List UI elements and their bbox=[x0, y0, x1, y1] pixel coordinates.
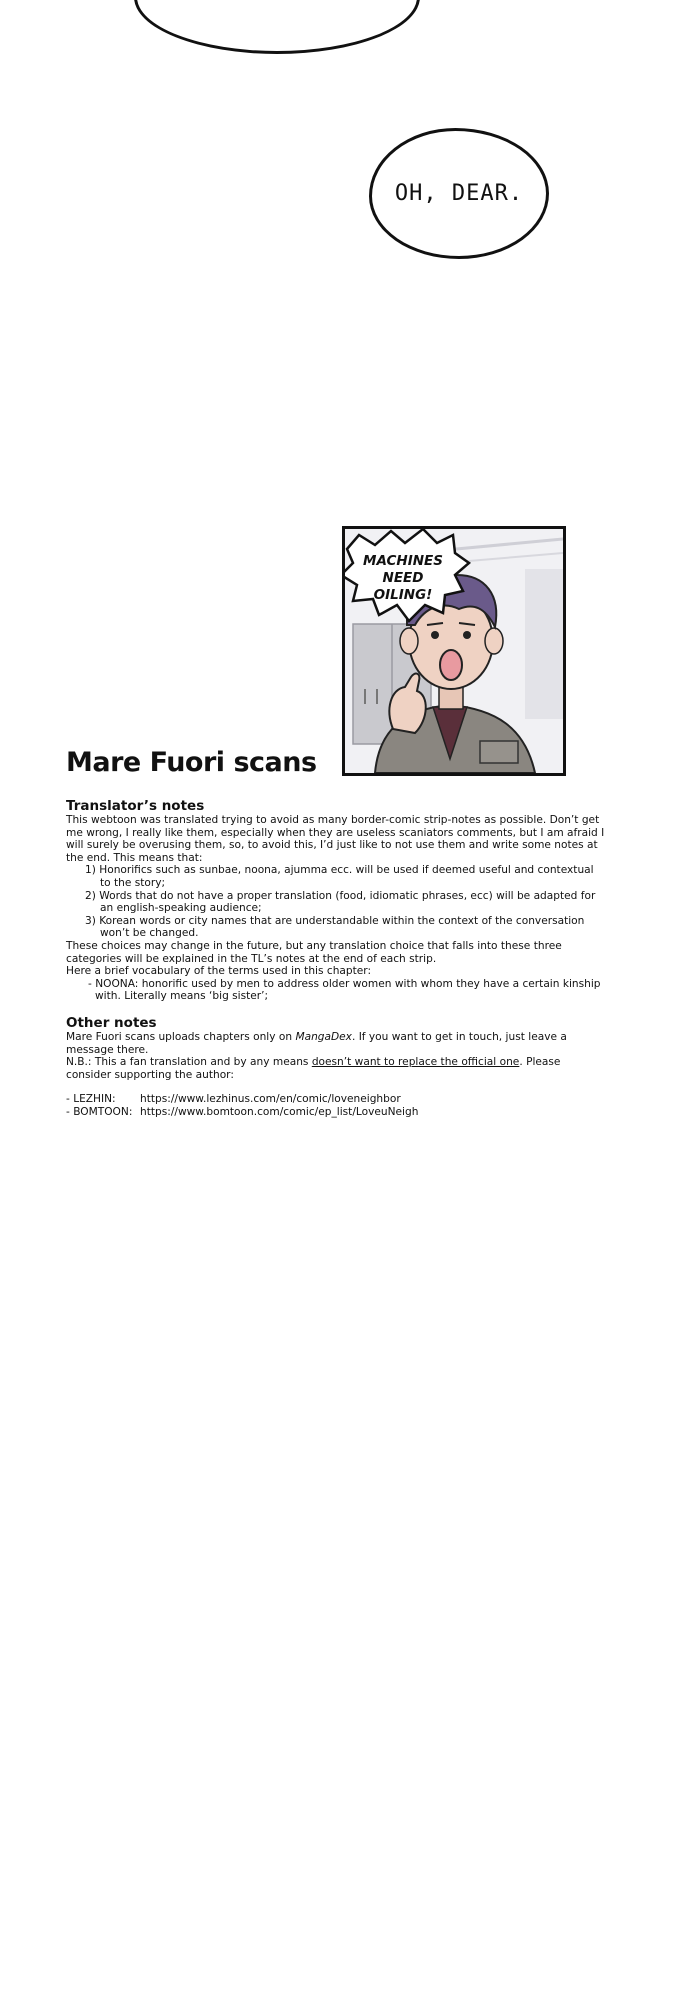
uploads-text-post: . If you want to get in touch, just leave a message there. bbox=[66, 1030, 567, 1056]
translator-intro: This webtoon was translated trying to avoid as many border-comic strip-notes as possible. Don’t get me wrong, I really like them, especially when they are useless scaniators comments, but I am afraid I will surely be overusing them, so, to avoid this, I’d just like to not use them and write some notes at the end. This means that: bbox=[66, 814, 605, 864]
speech-bubble-oh-dear bbox=[369, 128, 549, 259]
rule-item: 2) Words that do not have a proper translation (food, idiomatic phrases, ecc) will be adapted for an english-speaking audience; bbox=[85, 889, 596, 915]
speech-bubble-text: OH, DEAR. bbox=[394, 181, 524, 206]
comic-panel-illustration bbox=[345, 529, 563, 773]
link-label: - LEZHIN: bbox=[66, 1093, 116, 1106]
credits-section bbox=[66, 746, 606, 1118]
scanlation-brand: Mare Fuori scans bbox=[66, 747, 317, 778]
burst-line-1: MACHINES bbox=[363, 553, 443, 569]
nb-note bbox=[66, 1056, 606, 1081]
mangadex-name: MangaDex bbox=[295, 1030, 352, 1043]
author-links bbox=[66, 1093, 606, 1118]
link-url-bomtoon[interactable]: https://www.bomtoon.com/comic/ep_list/LoveuNeigh bbox=[140, 1105, 419, 1118]
link-url-lezhin[interactable]: https://www.lezhinus.com/en/comic/loveneighbor bbox=[140, 1093, 401, 1106]
vocabulary-item: - NOONA: honorific used by men to address older women with whom they have a certain kinship with. Literally means ‘big sister’; bbox=[88, 977, 601, 1003]
translator-notes-heading: Translator’s notes bbox=[66, 798, 205, 814]
link-row-bomtoon bbox=[66, 1106, 606, 1119]
burst-line-2: NEED bbox=[382, 570, 424, 586]
rule-item: 3) Korean words or city names that are understandable within the context of the conversation won’t be changed. bbox=[85, 914, 585, 940]
uploads-note bbox=[66, 1031, 606, 1056]
choices-note: These choices may change in the future, but any translation choice that falls into these three categories will be explained in the TL’s notes at the end of each strip. bbox=[66, 939, 562, 965]
nb-text-pre: N.B.: This a fan translation and by any means bbox=[66, 1056, 312, 1069]
uploads-text-pre: Mare Fuori scans uploads chapters only on bbox=[66, 1030, 296, 1043]
nb-underlined-text: doesn’t want to replace the official one bbox=[311, 1056, 520, 1069]
nb-text-post: . Please consider supporting the author: bbox=[66, 1056, 561, 1081]
speech-bubble-top bbox=[134, 0, 420, 54]
translation-rules-list bbox=[66, 864, 606, 940]
other-notes-heading: Other notes bbox=[66, 1014, 157, 1031]
comic-panel bbox=[342, 526, 566, 776]
burst-line-3: OILING! bbox=[373, 587, 433, 603]
rule-item: 1) Honorifics such as sunbae, noona, ajumma ecc. will be used if deemed useful and contextual to the story; bbox=[85, 864, 594, 889]
vocabulary-intro: Here a brief vocabulary of the terms used in this chapter: bbox=[66, 965, 372, 978]
link-row-lezhin bbox=[66, 1093, 606, 1106]
link-label: - BOMTOON: bbox=[66, 1105, 133, 1118]
